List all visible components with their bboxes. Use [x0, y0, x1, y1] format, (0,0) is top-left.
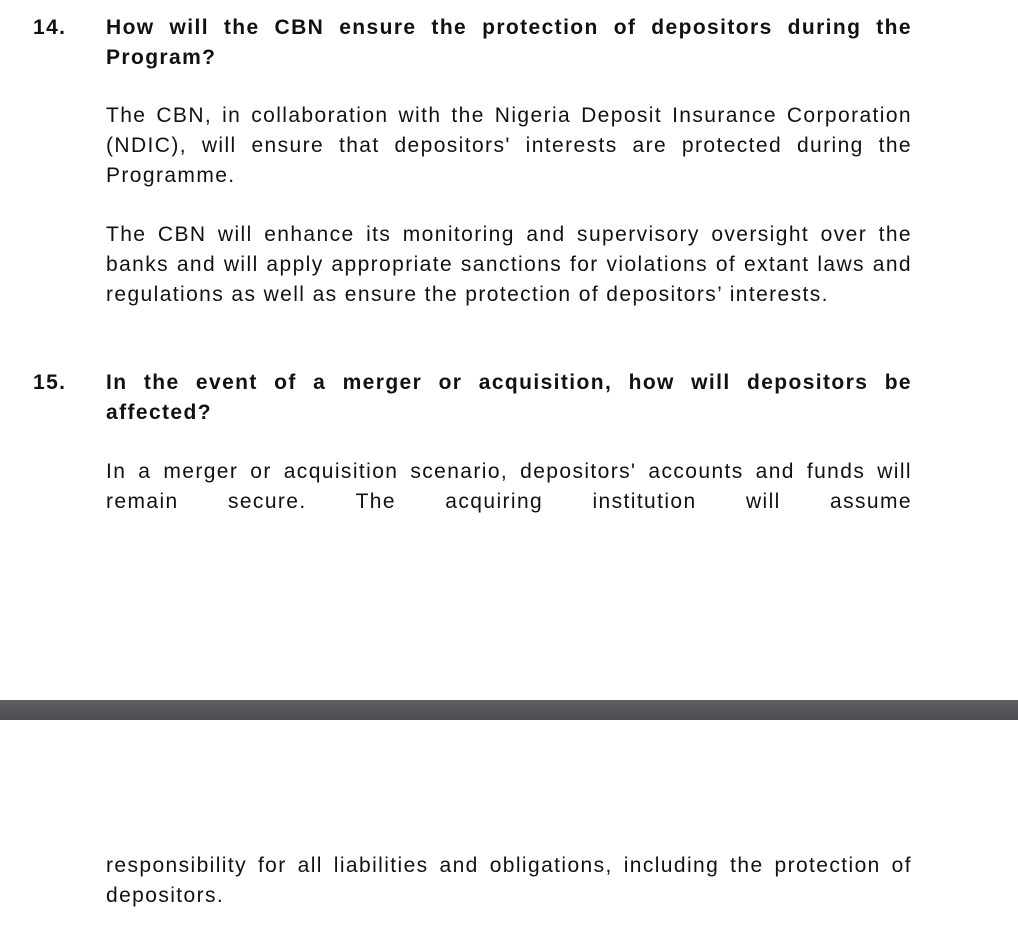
question-15-number: 15. — [33, 371, 67, 394]
question-14-answer-1: The CBN, in collaboration with the Nigeria Deposit Insurance Corporation (NDIC), will ensure that depositors' interests are protected during the Programme. — [106, 104, 912, 187]
question-15-heading: In the event of a merger or acquisition, how will depositors be affected? — [106, 371, 912, 424]
question-15-answer-1: In a merger or acquisition scenario, depositors' accounts and funds will remain secure. The acquiring institution will assume — [106, 460, 912, 513]
question-14-number: 14. — [33, 16, 67, 39]
page-separator — [0, 700, 1018, 720]
document-page-bottom — [0, 720, 1018, 927]
question-14-heading: How will the CBN ensure the protection of depositors during the Program? — [106, 16, 912, 69]
question-15-answer-continuation: responsibility for all liabilities and obligations, including the protection of depositors. — [106, 854, 912, 907]
question-14-answer-2: The CBN will enhance its monitoring and supervisory oversight over the banks and will apply appropriate sanctions for violations of extant laws and regulations as well as ensure the protection of depositors’ interests. — [106, 223, 912, 306]
